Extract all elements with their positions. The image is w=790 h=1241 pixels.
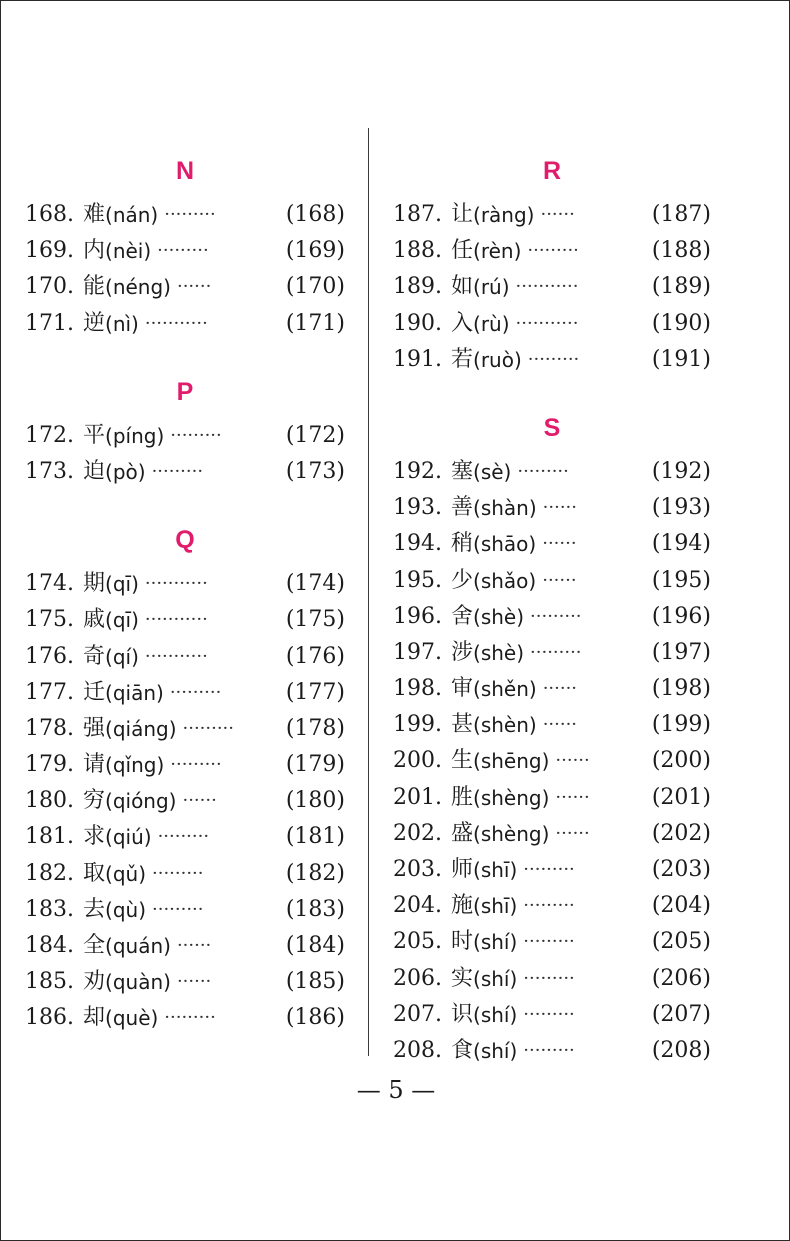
entry-number: 176. xyxy=(25,643,74,669)
section-p xyxy=(25,372,345,490)
entry-leader-dots: ······ xyxy=(542,569,577,591)
entry-page-ref: (203) xyxy=(651,857,711,882)
entry-page-ref: (170) xyxy=(285,274,345,300)
entry-character: 盛 xyxy=(451,820,474,846)
entry-character: 奇 xyxy=(83,643,106,669)
entry-pinyin: (qiān) xyxy=(105,680,164,705)
entry-character: 平 xyxy=(83,422,106,448)
index-entry xyxy=(25,233,345,269)
entry-leader-dots: ········· xyxy=(169,681,222,703)
entry-character: 涉 xyxy=(451,639,474,665)
entry-page-ref: (168) xyxy=(285,202,345,227)
entry-leader-dots: ··········· xyxy=(144,645,208,667)
entry-page-ref: (186) xyxy=(285,1005,345,1031)
entry-pinyin: (quàn) xyxy=(105,970,171,995)
index-entry xyxy=(393,635,711,671)
entry-page-ref: (185) xyxy=(285,969,345,995)
entry-pinyin: (qǔ) xyxy=(105,861,146,886)
entry-page-ref: (194) xyxy=(651,531,711,557)
entry-leader-dots: ······ xyxy=(542,714,578,736)
entry-number: 207. xyxy=(393,1001,442,1027)
entry-page-ref: (169) xyxy=(285,238,345,264)
entry-leader-dots: ········· xyxy=(527,348,580,370)
entry-pinyin: (shēng) xyxy=(473,749,550,774)
entry-character: 食 xyxy=(451,1037,474,1063)
entry-page-ref: (206) xyxy=(651,965,711,991)
index-entry xyxy=(393,599,711,635)
entry-number: 171. xyxy=(25,310,74,336)
index-entry xyxy=(25,269,345,305)
entry-pinyin: (nì) xyxy=(105,311,139,336)
entry-number: 195. xyxy=(393,567,442,593)
entry-number: 201. xyxy=(393,784,442,810)
entry-number: 192. xyxy=(393,458,442,484)
entry-number: 187. xyxy=(393,202,442,227)
entry-page-ref: (190) xyxy=(651,310,711,336)
index-entry xyxy=(393,924,711,960)
entry-page-ref: (189) xyxy=(651,274,711,300)
entry-number: 180. xyxy=(25,788,74,814)
entry-page-ref: (175) xyxy=(285,607,345,633)
index-entry xyxy=(393,526,711,562)
entry-character: 劝 xyxy=(83,969,106,995)
page-number: — 5 — xyxy=(356,1076,436,1104)
index-entry xyxy=(25,675,345,711)
index-entry xyxy=(393,233,711,269)
entry-pinyin: (shèng) xyxy=(473,821,550,846)
entry-leader-dots: ··········· xyxy=(144,573,208,595)
entry-page-ref: (181) xyxy=(285,824,345,850)
entry-character: 舍 xyxy=(451,603,474,629)
entry-pinyin: (shǎo) xyxy=(473,568,537,593)
entry-leader-dots: ········· xyxy=(152,862,204,884)
entry-page-ref: (204) xyxy=(651,893,711,919)
entry-leader-dots: ······ xyxy=(542,533,577,555)
entry-pinyin: (shāo) xyxy=(473,532,537,557)
entry-leader-dots: ······ xyxy=(542,678,578,700)
entry-page-ref: (174) xyxy=(285,571,345,597)
index-entry xyxy=(25,566,345,602)
entry-page-ref: (197) xyxy=(651,639,711,665)
section-s xyxy=(393,408,711,1069)
index-entry xyxy=(393,852,711,888)
entry-character: 难 xyxy=(83,202,106,227)
entry-leader-dots: ········· xyxy=(530,641,582,663)
entry-number: 205. xyxy=(393,929,442,955)
entry-leader-dots: ········· xyxy=(152,898,204,920)
entry-number: 177. xyxy=(25,679,74,705)
entry-number: 188. xyxy=(393,238,442,264)
entry-character: 稍 xyxy=(451,531,474,557)
entry-character: 时 xyxy=(451,929,474,955)
entry-character: 生 xyxy=(451,748,474,774)
entry-character: 胜 xyxy=(451,784,474,810)
index-entry xyxy=(25,819,345,855)
entry-number: 183. xyxy=(25,896,74,922)
entry-page-ref: (201) xyxy=(651,784,711,810)
entry-pinyin: (qī) xyxy=(105,608,139,633)
entry-leader-dots: ········· xyxy=(523,1003,575,1025)
index-entry xyxy=(25,711,345,747)
entry-pinyin: (shí) xyxy=(473,1002,518,1027)
entry-number: 185. xyxy=(25,969,74,995)
index-entry xyxy=(393,1033,711,1069)
entry-pinyin: (rù) xyxy=(473,311,510,336)
index-entry xyxy=(25,1000,345,1036)
entry-pinyin: (sè) xyxy=(473,459,512,484)
entry-character: 戚 xyxy=(83,607,106,633)
entry-number: 194. xyxy=(393,531,442,557)
entry-character: 少 xyxy=(451,567,474,593)
entry-leader-dots: ··········· xyxy=(144,609,208,631)
entry-pinyin: (néng) xyxy=(105,275,171,300)
entry-character: 如 xyxy=(451,274,474,300)
index-entry xyxy=(393,707,711,743)
entry-character: 塞 xyxy=(451,458,474,484)
entry-pinyin: (rú) xyxy=(473,275,510,300)
entry-number: 200. xyxy=(393,748,442,774)
index-entry xyxy=(25,418,345,454)
entry-pinyin: (shè) xyxy=(473,640,525,665)
entry-page-ref: (179) xyxy=(285,752,345,778)
entry-pinyin: (shèng) xyxy=(473,785,550,810)
entry-character: 取 xyxy=(83,860,106,886)
entry-character: 去 xyxy=(83,896,106,922)
right-column xyxy=(393,151,711,1099)
entry-pinyin: (shàn) xyxy=(473,496,537,521)
entry-leader-dots: ········· xyxy=(170,754,222,776)
entry-leader-dots: ········· xyxy=(530,605,582,627)
entry-pinyin: (shī) xyxy=(473,858,518,882)
entry-leader-dots: ········· xyxy=(523,967,575,989)
column-divider xyxy=(368,128,369,1056)
index-entry xyxy=(393,780,711,816)
entry-character: 让 xyxy=(451,202,474,227)
index-entry xyxy=(393,997,711,1033)
entry-page-ref: (176) xyxy=(285,643,345,669)
entry-number: 191. xyxy=(393,346,442,372)
entry-pinyin: (ruò) xyxy=(473,347,522,372)
entry-number: 182. xyxy=(25,860,74,886)
index-entry xyxy=(25,856,345,892)
entry-leader-dots: ··········· xyxy=(515,276,579,298)
entry-character: 穷 xyxy=(83,788,106,814)
entry-pinyin: (qióng) xyxy=(105,789,177,814)
entry-pinyin: (shī) xyxy=(473,894,518,919)
entry-page-ref: (173) xyxy=(285,458,345,484)
entry-number: 190. xyxy=(393,310,442,336)
entry-character: 任 xyxy=(451,238,474,264)
entry-character: 请 xyxy=(83,752,106,778)
entry-page-ref: (195) xyxy=(651,567,711,593)
index-entry xyxy=(393,888,711,924)
entry-leader-dots: ········· xyxy=(157,826,210,848)
entry-leader-dots: ········· xyxy=(164,204,216,225)
index-entry xyxy=(393,671,711,707)
entry-number: 189. xyxy=(393,274,442,300)
entry-character: 却 xyxy=(83,1005,106,1031)
entry-page-ref: (193) xyxy=(651,495,711,521)
index-entry xyxy=(25,783,345,819)
entry-page-ref: (207) xyxy=(651,1001,711,1027)
entry-pinyin: (qiáng) xyxy=(105,716,177,741)
index-entry xyxy=(393,961,711,997)
entry-page-ref: (187) xyxy=(651,202,711,227)
index-entry xyxy=(25,454,345,490)
index-entry xyxy=(393,563,711,599)
entry-character: 实 xyxy=(451,965,474,991)
index-entry xyxy=(25,306,345,342)
left-column xyxy=(25,151,345,1067)
entry-page-ref: (172) xyxy=(285,422,345,448)
entry-page-ref: (192) xyxy=(651,458,711,484)
section-r xyxy=(393,151,711,378)
entry-number: 198. xyxy=(393,676,442,702)
entry-character: 全 xyxy=(83,933,106,958)
entry-pinyin: (shí) xyxy=(473,930,518,955)
entry-number: 168. xyxy=(25,202,74,227)
entry-leader-dots: ········· xyxy=(523,931,575,953)
entry-leader-dots: ········· xyxy=(523,1039,575,1061)
entry-leader-dots: ······ xyxy=(176,971,212,993)
entry-character: 强 xyxy=(83,715,106,741)
entry-page-ref: (171) xyxy=(285,310,345,336)
entry-character: 审 xyxy=(451,676,474,702)
entry-pinyin: (ràng) xyxy=(473,203,535,227)
entry-number: 174. xyxy=(25,571,74,597)
index-entry xyxy=(393,342,711,378)
entry-character: 善 xyxy=(451,495,474,521)
entry-character: 求 xyxy=(83,824,106,850)
index-entry xyxy=(25,964,345,1000)
entry-pinyin: (qí) xyxy=(105,644,139,669)
index-entry xyxy=(393,269,711,305)
entry-character: 若 xyxy=(451,346,474,372)
entry-page-ref: (200) xyxy=(651,748,711,774)
entry-page-ref: (183) xyxy=(285,896,345,922)
entry-number: 170. xyxy=(25,274,74,300)
entry-leader-dots: ········· xyxy=(164,1007,216,1029)
index-entry xyxy=(393,197,711,233)
entry-page-ref: (178) xyxy=(285,715,345,741)
section-n xyxy=(25,151,345,342)
entry-leader-dots: ········· xyxy=(527,240,579,262)
section-q xyxy=(25,520,345,1036)
entry-leader-dots: ······ xyxy=(540,204,575,225)
index-entry xyxy=(25,639,345,675)
entry-pinyin: (nèi) xyxy=(105,239,152,264)
entry-number: 193. xyxy=(393,495,442,521)
entry-pinyin: (qiú) xyxy=(105,825,152,850)
entry-page-ref: (188) xyxy=(651,238,711,264)
entry-pinyin: (shí) xyxy=(473,1038,518,1063)
entry-number: 184. xyxy=(25,933,74,958)
entry-number: 197. xyxy=(393,639,442,665)
entry-leader-dots: ······ xyxy=(555,822,590,844)
entry-pinyin: (shěn) xyxy=(473,677,537,702)
entry-character: 期 xyxy=(83,571,106,597)
index-entry xyxy=(25,602,345,638)
entry-number: 179. xyxy=(25,752,74,778)
entry-number: 178. xyxy=(25,715,74,741)
entry-number: 206. xyxy=(393,965,442,991)
entry-number: 199. xyxy=(393,712,442,738)
entry-leader-dots: ········· xyxy=(157,240,209,262)
entry-pinyin: (píng) xyxy=(105,423,165,448)
entry-number: 175. xyxy=(25,607,74,633)
index-entry xyxy=(393,454,711,490)
entry-leader-dots: ········· xyxy=(523,895,575,917)
index-entry xyxy=(25,892,345,928)
section-letter-heading: P xyxy=(176,377,194,406)
entry-leader-dots: ······ xyxy=(555,750,590,772)
section-letter-heading: N xyxy=(175,157,195,185)
entry-leader-dots: ······ xyxy=(182,790,217,812)
section-letter-heading: R xyxy=(542,157,562,185)
entry-page-ref: (177) xyxy=(285,679,345,705)
section-letter-heading: S xyxy=(543,413,561,442)
entry-leader-dots: ········· xyxy=(517,460,569,482)
entry-character: 迫 xyxy=(83,458,106,484)
entry-pinyin: (nán) xyxy=(105,203,159,227)
entry-page-ref: (199) xyxy=(651,712,711,738)
entry-page-ref: (198) xyxy=(651,676,711,702)
index-entry xyxy=(393,816,711,852)
entry-number: 202. xyxy=(393,820,442,846)
entry-leader-dots: ······ xyxy=(542,497,577,519)
entry-number: 196. xyxy=(393,603,442,629)
index-entry xyxy=(25,197,345,233)
entry-number: 173. xyxy=(25,458,74,484)
entry-character: 能 xyxy=(83,274,106,300)
entry-page-ref: (208) xyxy=(651,1037,711,1063)
entry-number: 186. xyxy=(25,1005,74,1031)
entry-leader-dots: ······ xyxy=(176,935,212,956)
entry-page-ref: (180) xyxy=(285,788,345,814)
entry-page-ref: (205) xyxy=(651,929,711,955)
entry-character: 内 xyxy=(83,238,106,264)
index-entry xyxy=(393,490,711,526)
entry-character: 施 xyxy=(451,893,474,919)
entry-page-ref: (182) xyxy=(285,860,345,886)
entry-pinyin: (shí) xyxy=(473,966,518,991)
index-entry xyxy=(393,306,711,342)
index-entry xyxy=(25,747,345,783)
entry-leader-dots: ······ xyxy=(555,786,590,808)
entry-pinyin: (qī) xyxy=(105,572,139,597)
entry-pinyin: (quán) xyxy=(105,934,171,958)
entry-page-ref: (191) xyxy=(651,346,711,372)
entry-leader-dots: ······ xyxy=(176,276,212,298)
entry-page-ref: (202) xyxy=(651,820,711,846)
entry-pinyin: (qǐng) xyxy=(105,753,165,778)
entry-pinyin: (què) xyxy=(105,1006,159,1031)
entry-leader-dots: ········· xyxy=(170,424,222,446)
entry-pinyin: (shèn) xyxy=(473,713,537,738)
entry-page-ref: (196) xyxy=(651,603,711,629)
entry-pinyin: (shè) xyxy=(473,604,525,629)
entry-leader-dots: ········· xyxy=(151,460,204,482)
entry-number: 203. xyxy=(393,857,442,882)
entry-leader-dots: ··········· xyxy=(144,312,208,334)
index-entry xyxy=(393,743,711,779)
entry-character: 识 xyxy=(451,1001,474,1027)
entry-number: 208. xyxy=(393,1037,442,1063)
entry-number: 172. xyxy=(25,422,74,448)
entry-character: 逆 xyxy=(83,310,106,336)
entry-leader-dots: ········· xyxy=(182,717,234,739)
entry-number: 169. xyxy=(25,238,74,264)
index-entry xyxy=(25,928,345,964)
entry-number: 204. xyxy=(393,893,442,919)
entry-character: 甚 xyxy=(451,712,474,738)
entry-number: 181. xyxy=(25,824,74,850)
entry-leader-dots: ··········· xyxy=(515,312,579,334)
entry-page-ref: (184) xyxy=(285,933,345,958)
entry-character: 入 xyxy=(451,310,474,336)
entry-pinyin: (rèn) xyxy=(473,239,522,264)
entry-pinyin: (qù) xyxy=(105,897,146,922)
entry-character: 迁 xyxy=(83,679,106,705)
entry-leader-dots: ········· xyxy=(523,859,575,880)
entry-pinyin: (pò) xyxy=(105,459,146,484)
entry-character: 师 xyxy=(451,857,474,882)
section-letter-heading: Q xyxy=(175,526,195,555)
